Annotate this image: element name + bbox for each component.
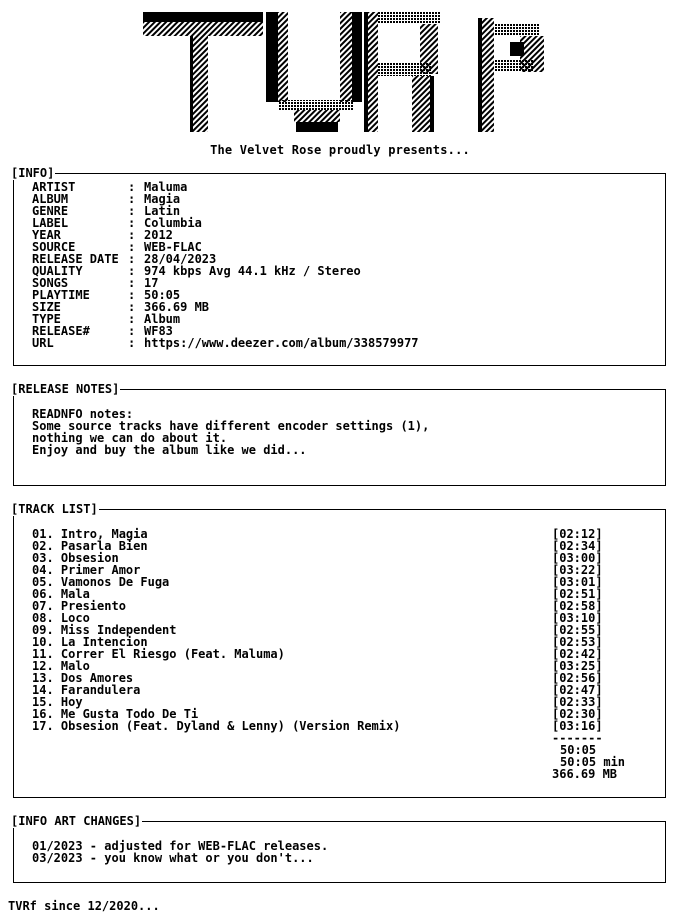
info-row: GENRE : Latin [32, 204, 181, 218]
release-notes-box [11, 382, 666, 486]
track-name: 03. Obsesion [32, 551, 119, 565]
track-name: 06. Mala [32, 587, 90, 601]
track-name: 10. La Intencion [32, 635, 148, 649]
track-time: [03:22] [552, 563, 603, 577]
info-row: YEAR : 2012 [32, 228, 173, 242]
info-row: SONGS : 17 [32, 276, 159, 290]
info-row: URL : https://www.deezer.com/album/338579977 [32, 336, 419, 350]
tagline: The Velvet Rose proudly presents... [210, 143, 470, 157]
info-row: TYPE : Album [32, 312, 181, 326]
track-name: 12. Malo [32, 659, 90, 673]
track-name: 09. Miss Independent [32, 623, 177, 637]
track-time: [02:42] [552, 647, 603, 661]
info-row: ARTIST : Maluma [32, 180, 188, 194]
info-row: SOURCE : WEB-FLAC [32, 240, 202, 254]
art-change-line: 03/2023 - you know what or you don't... [32, 851, 314, 865]
total-time: 50:05 [560, 743, 597, 757]
track-name: 13. Dos Amores [32, 671, 134, 685]
release-notes-title: [RELEASE NOTES] [11, 382, 120, 396]
track-time: [02:12] [552, 527, 603, 541]
track-name: 16. Me Gusta Todo De Ti [32, 707, 199, 721]
release-note-line: READNFO notes: [32, 407, 134, 421]
track-time: [03:01] [552, 575, 603, 589]
info-row: LABEL : Columbia [32, 216, 202, 230]
info-art-changes-box [11, 814, 666, 883]
track-name: 05. Vamonos De Fuga [32, 575, 170, 589]
info-row: PLAYTIME : 50:05 [32, 288, 181, 302]
total-time-min: 50:05 min [560, 755, 626, 769]
track-time: [02:30] [552, 707, 603, 721]
info-row: SIZE : 366.69 MB [32, 300, 210, 314]
track-name: 11. Correr El Riesgo (Feat. Maluma) [32, 647, 285, 661]
total-separator: ------- [552, 731, 603, 745]
track-time: [03:25] [552, 659, 603, 673]
info-row: ALBUM : Magia [32, 192, 181, 206]
info-row: RELEASE DATE : 28/04/2023 [32, 252, 217, 266]
footer-text: TVRf since 12/2020... [8, 899, 160, 913]
album-url-link[interactable]: https://www.deezer.com/album/338579977 [144, 336, 419, 350]
track-name: 08. Loco [32, 611, 90, 625]
track-list-box [11, 502, 666, 798]
track-time: [03:10] [552, 611, 603, 625]
track-name: 02. Pasarla Bien [32, 539, 148, 553]
release-note-line: Enjoy and buy the album like we did... [32, 443, 307, 457]
track-time: [02:58] [552, 599, 603, 613]
track-time: [02:47] [552, 683, 603, 697]
info-art-changes-title: [INFO ART CHANGES] [11, 814, 142, 828]
track-name: 01. Intro, Magia [32, 527, 148, 541]
track-name: 07. Presiento [32, 599, 126, 613]
track-name: 17. Obsesion (Feat. Dyland & Lenny) (Version Remix) [32, 719, 401, 733]
info-title: [INFO] [11, 166, 55, 180]
art-change-line: 01/2023 - adjusted for WEB-FLAC releases. [32, 839, 329, 853]
track-time: [03:00] [552, 551, 603, 565]
release-note-line: Some source tracks have different encoder settings (1), [32, 419, 430, 433]
info-row: RELEASE# : WF83 [32, 324, 173, 338]
track-time: [02:56] [552, 671, 603, 685]
track-name: 04. Primer Amor [32, 563, 141, 577]
track-name: 14. Farandulera [32, 683, 141, 697]
info-row: QUALITY : 974 kbps Avg 44.1 kHz / Stereo [32, 264, 361, 278]
track-time: [02:51] [552, 587, 603, 601]
track-name: 15. Hoy [32, 695, 83, 709]
track-time: [02:55] [552, 623, 603, 637]
track-time: [03:16] [552, 719, 603, 733]
tvrf-ascii-logo [0, 0, 680, 140]
total-size: 366.69 MB [552, 767, 618, 781]
track-list-title: [TRACK LIST] [11, 502, 98, 516]
track-time: [02:53] [552, 635, 603, 649]
release-note-line: nothing we can do about it. [32, 431, 228, 445]
track-time: [02:33] [552, 695, 603, 709]
info-box [11, 166, 666, 366]
track-time: [02:34] [552, 539, 603, 553]
